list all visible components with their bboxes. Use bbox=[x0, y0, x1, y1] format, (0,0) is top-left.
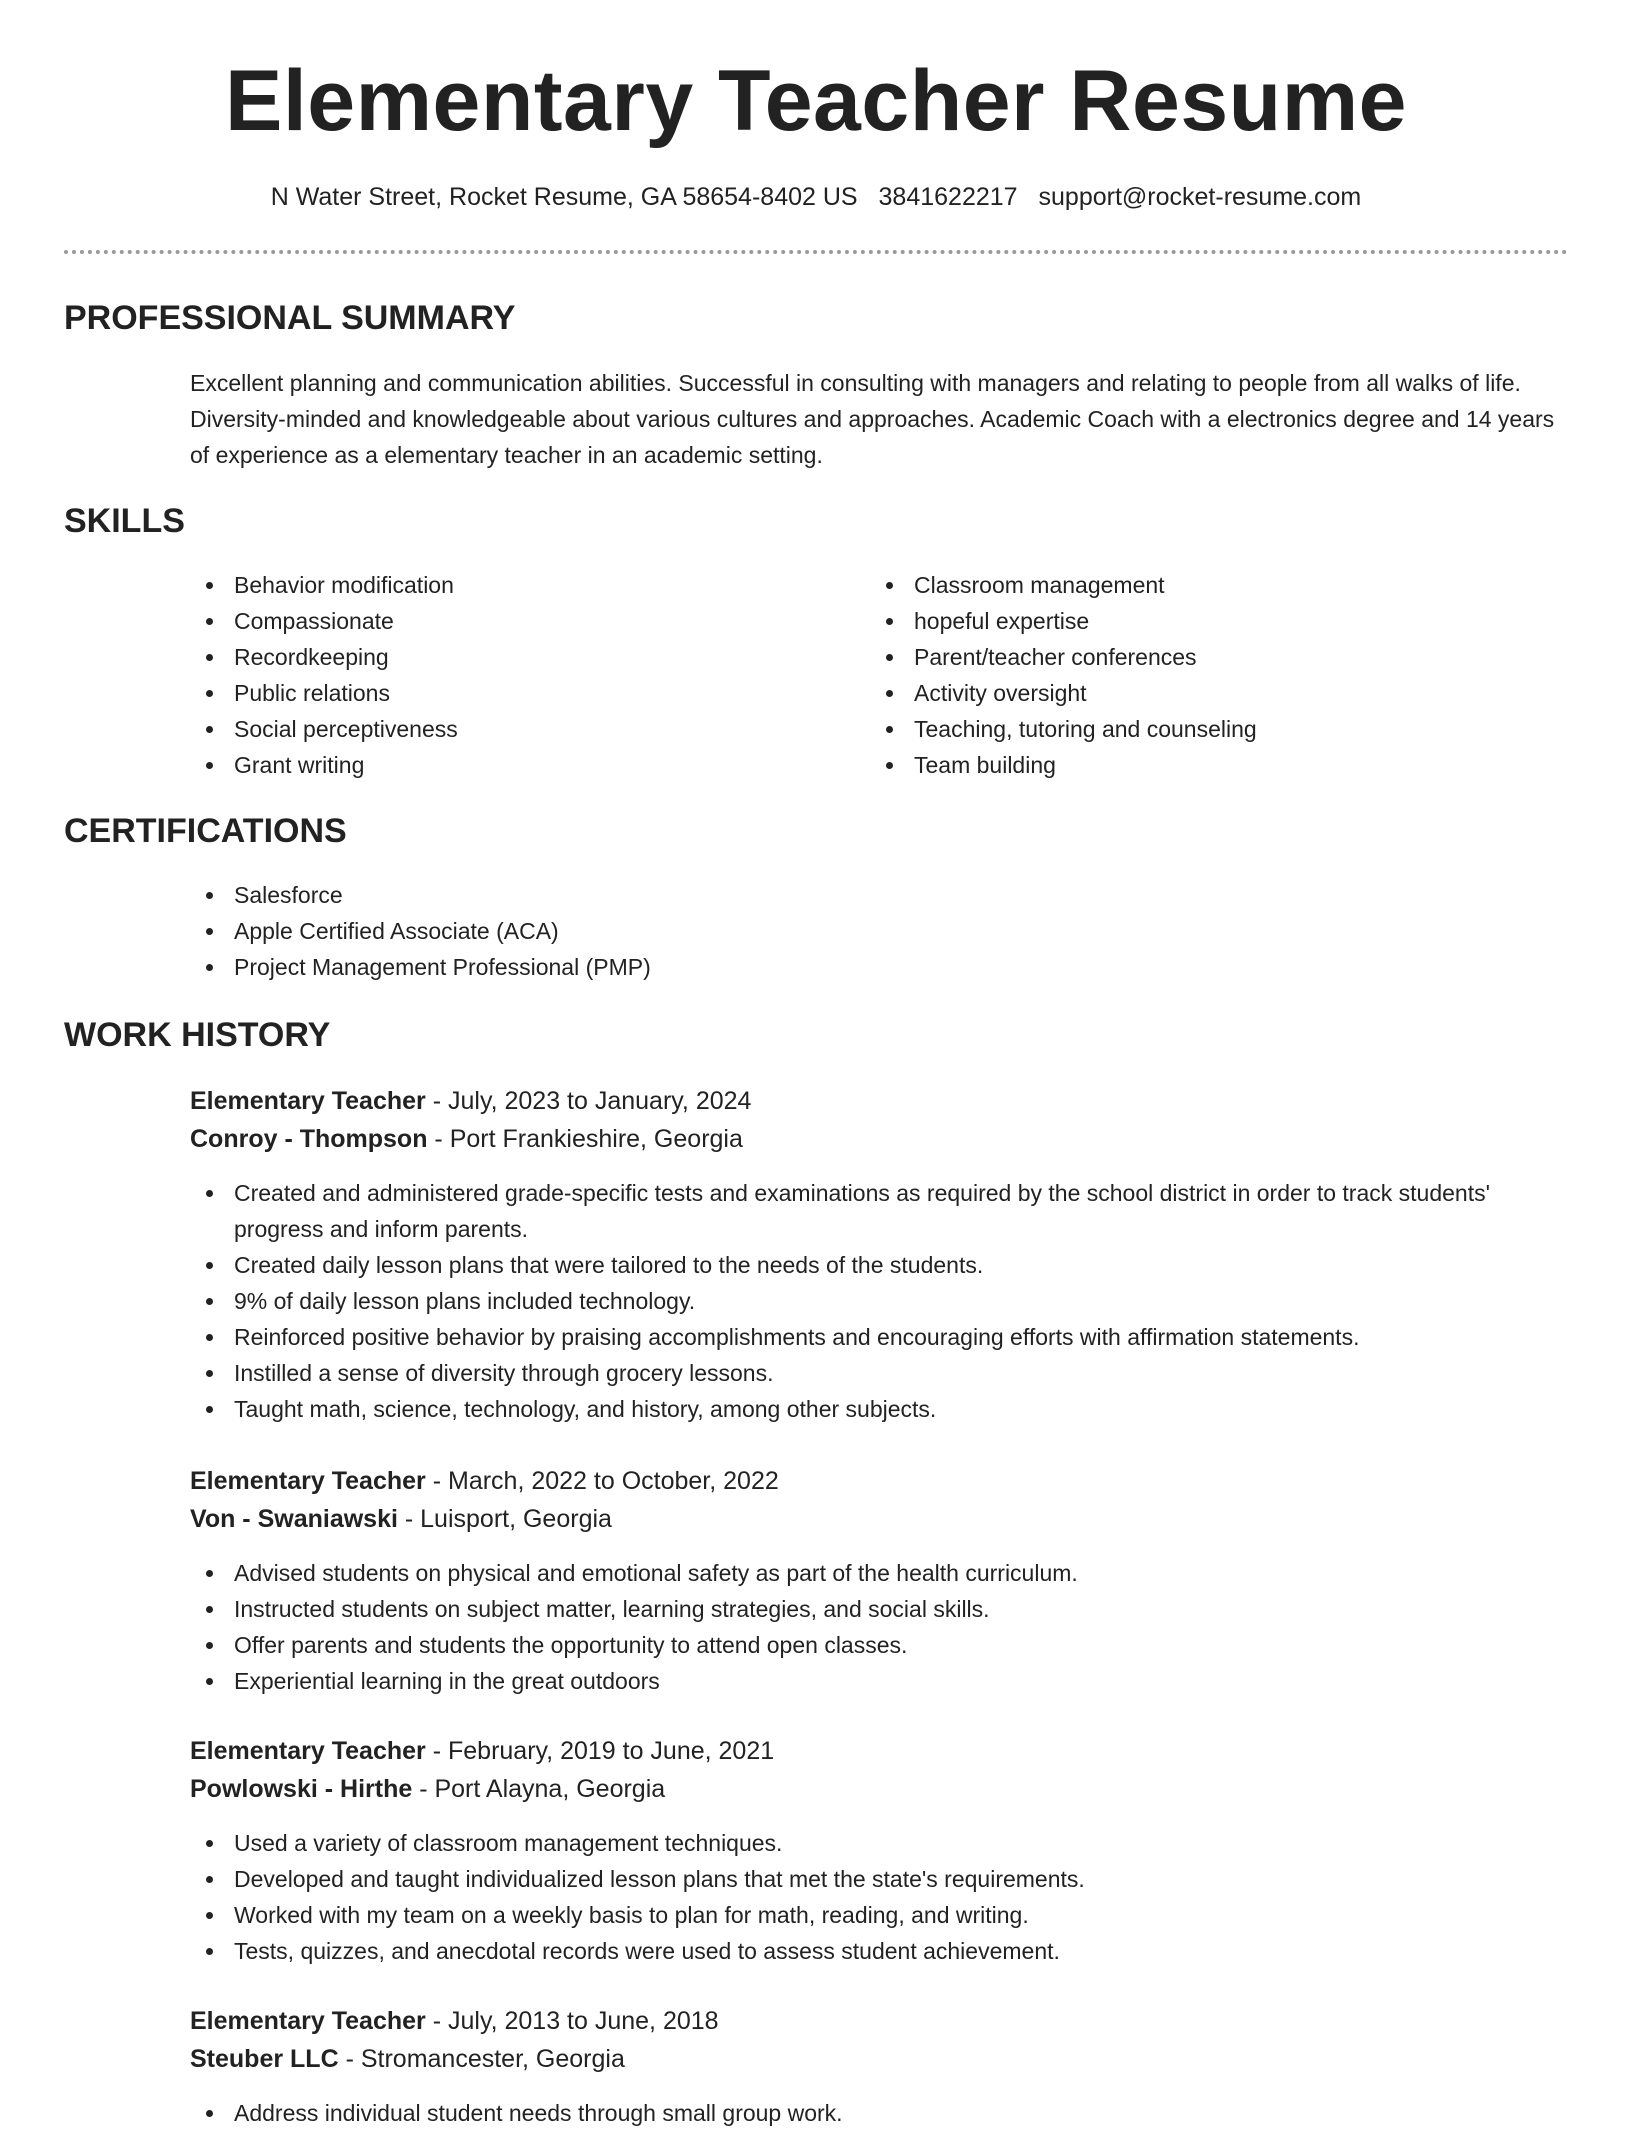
job-bullet: Worked with my team on a weekly basis to plan for math, reading, and writing. bbox=[190, 1897, 1570, 1933]
job-bullet: Tests, quizzes, and anecdotal records were used to assess student achievement. bbox=[190, 1933, 1570, 1969]
contact-address: N Water Street, Rocket Resume, GA 58654-8402 US bbox=[270, 183, 858, 211]
job-location: - Port Alayna, Georgia bbox=[412, 1775, 666, 1803]
certification-item: Salesforce bbox=[190, 877, 651, 913]
job-bullet: Developed and taught individualized lesson plans that met the state's requirements. bbox=[190, 1861, 1570, 1897]
job-company: Von - Swaniawski bbox=[190, 1505, 398, 1533]
skill-item: Team building bbox=[870, 747, 1257, 783]
job-title-line bbox=[190, 2002, 719, 2040]
resume-title: Elementary Teacher Resume bbox=[224, 53, 1408, 149]
summary-heading: PROFESSIONAL SUMMARY bbox=[64, 299, 516, 337]
job-bullet: Taught math, science, technology, and history, among other subjects. bbox=[190, 1391, 1570, 1427]
contact-line bbox=[0, 183, 1632, 212]
skill-item: Social perceptiveness bbox=[190, 711, 458, 747]
job-bullet: Advised students on physical and emotional safety as part of the health curriculum. bbox=[190, 1555, 1570, 1591]
job-company: Conroy - Thompson bbox=[190, 1125, 428, 1153]
job-company-line bbox=[190, 1770, 665, 1808]
job-bullets bbox=[190, 1175, 1570, 1427]
job-company: Steuber LLC bbox=[190, 2045, 339, 2073]
skills-list-left bbox=[190, 567, 458, 783]
skill-item: Parent/teacher conferences bbox=[870, 639, 1257, 675]
job-bullet: Instilled a sense of diversity through grocery lessons. bbox=[190, 1355, 1570, 1391]
job-role: Elementary Teacher bbox=[190, 1467, 426, 1495]
job-role: Elementary Teacher bbox=[190, 1737, 426, 1765]
job-dates: - February, 2019 to June, 2021 bbox=[425, 1737, 775, 1765]
contact-phone: 3841622217 bbox=[878, 183, 1018, 211]
job-bullet: 9% of daily lesson plans included technology. bbox=[190, 1283, 1570, 1319]
job-bullet: Experiential learning in the great outdoors bbox=[190, 1663, 1570, 1699]
job-location: - Port Frankieshire, Georgia bbox=[427, 1125, 743, 1153]
skill-item: Grant writing bbox=[190, 747, 458, 783]
skill-item: Public relations bbox=[190, 675, 458, 711]
job-bullet: Address individual student needs through small group work. bbox=[190, 2095, 1570, 2131]
job-dates: - March, 2022 to October, 2022 bbox=[425, 1467, 779, 1495]
job-bullet: Created and administered grade-specific tests and examinations as required by the school district in order to track students' progress and inform parents. bbox=[190, 1175, 1570, 1247]
skill-item: Behavior modification bbox=[190, 567, 458, 603]
job-bullets bbox=[190, 1825, 1570, 1969]
skill-item: Classroom management bbox=[870, 567, 1257, 603]
job-role: Elementary Teacher bbox=[190, 2007, 426, 2035]
job-dates: - July, 2013 to June, 2018 bbox=[425, 2007, 719, 2035]
job-bullet: Offer parents and students the opportunity to attend open classes. bbox=[190, 1627, 1570, 1663]
job-bullets bbox=[190, 2095, 1570, 2131]
certification-item: Apple Certified Associate (ACA) bbox=[190, 913, 651, 949]
job-company-line bbox=[190, 2040, 625, 2078]
certifications-list bbox=[190, 877, 651, 985]
skill-item: Recordkeeping bbox=[190, 639, 458, 675]
skill-item: hopeful expertise bbox=[870, 603, 1257, 639]
header-divider bbox=[64, 250, 1568, 254]
skill-item: Compassionate bbox=[190, 603, 458, 639]
job-dates: - July, 2023 to January, 2024 bbox=[425, 1087, 752, 1115]
contact-email: support@rocket-resume.com bbox=[1038, 183, 1362, 211]
job-title-line bbox=[190, 1082, 751, 1120]
job-bullet: Used a variety of classroom management techniques. bbox=[190, 1825, 1570, 1861]
certification-item: Project Management Professional (PMP) bbox=[190, 949, 651, 985]
job-role: Elementary Teacher bbox=[190, 1087, 426, 1115]
job-location: - Luisport, Georgia bbox=[397, 1505, 612, 1533]
job-title-line bbox=[190, 1462, 779, 1500]
job-bullet: Reinforced positive behavior by praising accomplishments and encouraging efforts with affirmation statements. bbox=[190, 1319, 1570, 1355]
skills-heading: SKILLS bbox=[64, 502, 185, 540]
job-bullets bbox=[190, 1555, 1570, 1699]
certifications-heading: CERTIFICATIONS bbox=[64, 812, 347, 850]
skill-item: Activity oversight bbox=[870, 675, 1257, 711]
job-bullet: Created daily lesson plans that were tailored to the needs of the students. bbox=[190, 1247, 1570, 1283]
work-history-heading: WORK HISTORY bbox=[64, 1016, 331, 1054]
summary-text: Excellent planning and communication abilities. Successful in consulting with managers and relating to people from all walks of life. Diversity-minded and knowledgeable about various cultures and approaches. Academic Coach with a electronics degree and 14 years of experience as a elementary teacher in an academic setting. bbox=[190, 370, 1555, 468]
job-location: - Stromancester, Georgia bbox=[338, 2045, 625, 2073]
skills-list-right bbox=[870, 567, 1257, 783]
job-company-line bbox=[190, 1500, 612, 1538]
skill-item: Teaching, tutoring and counseling bbox=[870, 711, 1257, 747]
job-company-line bbox=[190, 1120, 743, 1158]
job-bullet: Instructed students on subject matter, learning strategies, and social skills. bbox=[190, 1591, 1570, 1627]
job-title-line bbox=[190, 1732, 774, 1770]
job-company: Powlowski - Hirthe bbox=[190, 1775, 413, 1803]
